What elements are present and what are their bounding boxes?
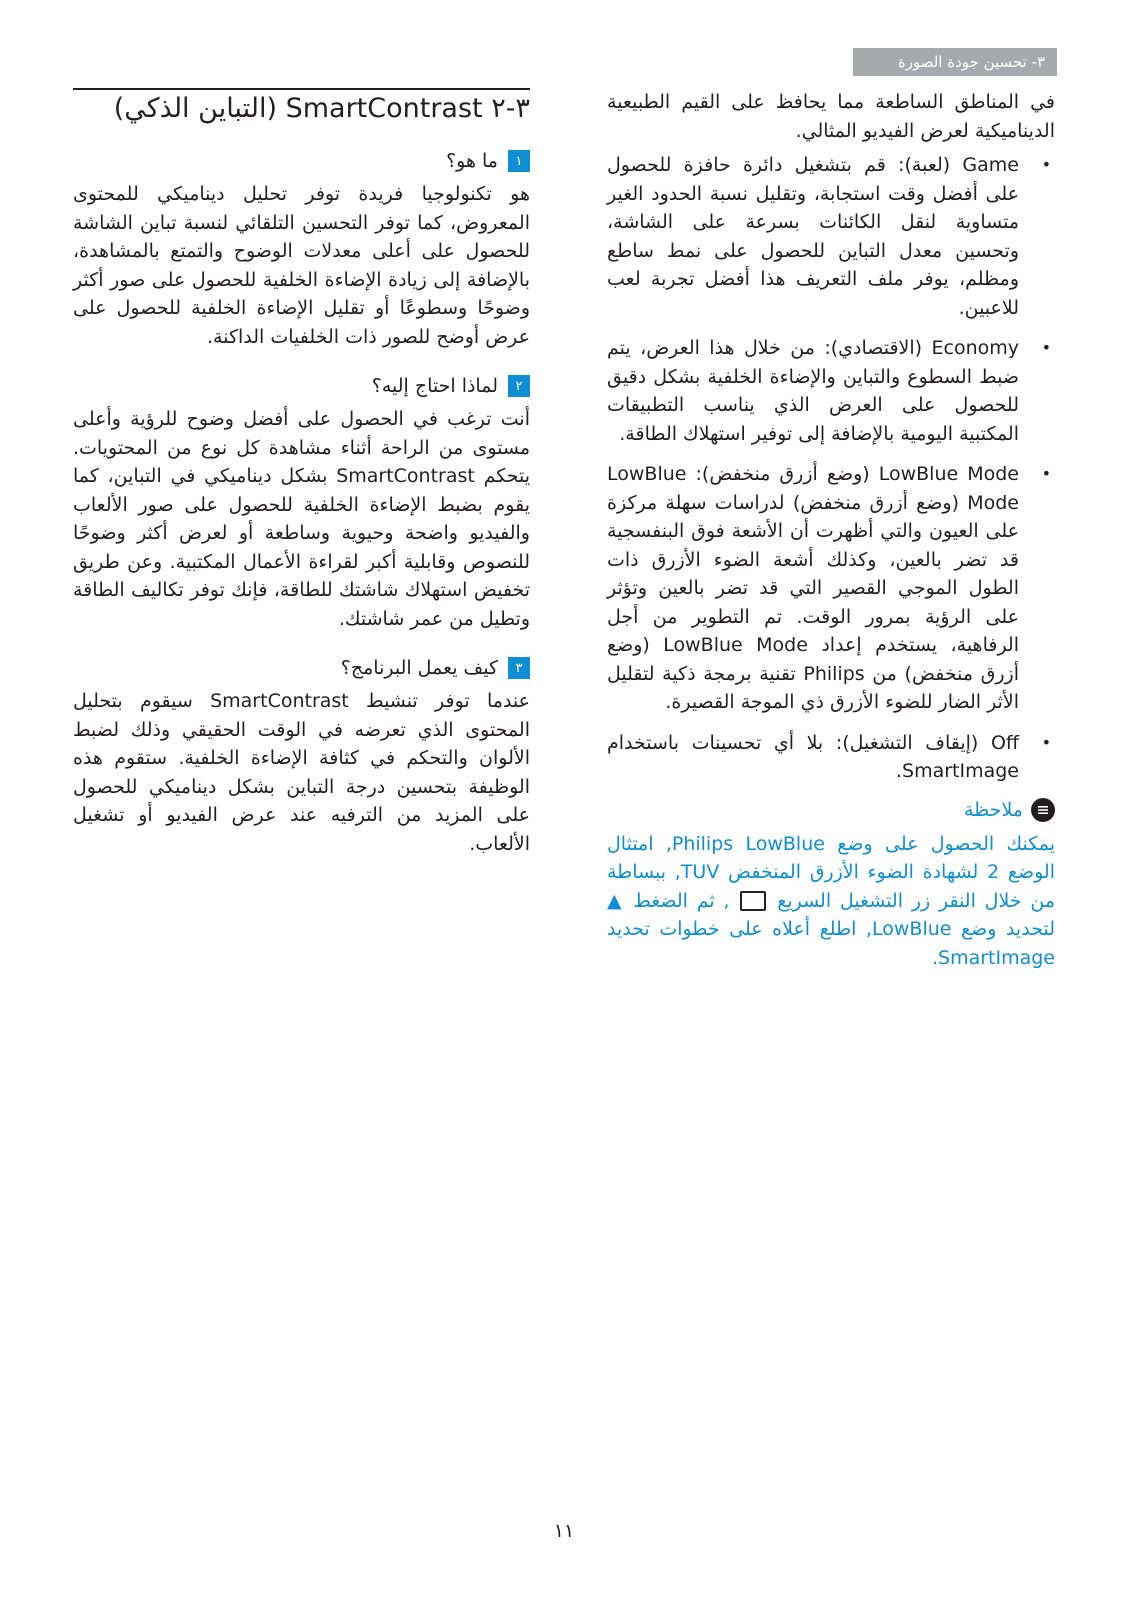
section-banner: ٣- تحسين جودة الصورة xyxy=(853,48,1057,76)
section-heading xyxy=(73,150,530,172)
section-body: أنت ترغب في الحصول على أفضل وضوح للرؤية وأعلى مستوى من الراحة أثناء مشاهدة كل نوع من المحتويات. يتحكم SmartContrast بشكل ديناميكي في التباين، كما يقوم بضبط الإضاءة الخلفية للحصول على صور الألعاب والفيديو واضحة وحيوية وساطعة أو لعرض أكثر وضوحًا للنصوص وقابلية أكبر لقراءة الأعمال المكتبية. وعن طريق تخفيض استهلاك شاشتك للطاقة، فإنك توفر تكاليف الطاقة وتطيل من عمر شاشتك. xyxy=(73,408,531,630)
list-item xyxy=(607,334,1055,448)
section-heading xyxy=(73,657,530,679)
bullet-icon: • xyxy=(1041,464,1051,483)
note-text-before-icon: يمكنك الحصول على وضع Philips LowBlue, امتثال الوضع 2 لشهادة الضوء الأزرق المنخفض TUV, ببساطة من خلال النقر زر التشغيل السريع xyxy=(607,832,1056,912)
list-item xyxy=(607,151,1055,322)
page-number: ١١ xyxy=(553,1520,575,1542)
note-text-after-icon: , ثم الضغط ▲ لتحديد وضع LowBlue, اطلع أعلاه على خطوات تحديد SmartImage. xyxy=(607,889,1055,969)
list-item-text: Off (إيقاف التشغيل): بلا أي تحسينات باستخدام SmartImage. xyxy=(607,731,1019,782)
note-body xyxy=(607,830,1055,973)
section-body: هو تكنولوجيا فريدة توفر تحليل ديناميكي للمحتوى المعروض، كما توفر التحسين التلقائي لنسبة تباين الشاشة للحصول على أعلى معدلات الوضوح والتمتع بالمشاهدة، بالإضافة إلى زيادة الإضاءة الخلفية للحصول على صور أكثر وضوحًا وسطوعًا أو تقليل الإضاءة الخلفية للحصول على عرض أوضح للصور ذات الخلفيات الداكنة. xyxy=(73,183,530,348)
left-column xyxy=(73,88,530,858)
intro-paragraph: في المناطق الساطعة مما يحافظ على القيم الطبيعية الديناميكية لعرض الفيديو المثالي. xyxy=(607,91,1055,142)
title-rule xyxy=(73,88,530,126)
section-title: لماذا احتاج إليه؟ xyxy=(371,375,498,397)
note-title: ملاحظة xyxy=(963,798,1023,821)
bullet-icon: • xyxy=(1041,732,1051,752)
section-number-badge: ٢ xyxy=(508,375,530,397)
list-item xyxy=(607,460,1055,717)
section-body: عندما توفر تنشيط SmartContrast سيقوم بتحليل المحتوى الذي تعرضه في الوقت الحقيقي وذلك لضبط الألوان والتحكم في كثافة الإضاءة الخلفية. ستقوم هذه الوظيفة بتحسين درجة التباين بشكل ديناميكي للحصول على المزيد من الترفيه عند عرض الفيديو أو تشغيل الألعاب. xyxy=(73,690,530,855)
section-title: كيف يعمل البرنامج؟ xyxy=(340,657,498,679)
quick-button-icon xyxy=(740,891,766,911)
page-title: ٣-٢ SmartContrast (التباين الذكي) xyxy=(113,93,530,124)
note-header xyxy=(607,798,1055,822)
right-column xyxy=(607,48,1055,972)
section-heading xyxy=(73,375,530,397)
mode-list xyxy=(607,151,1055,786)
list-item-text: Game (لعبة): قم بتشغيل دائرة حافزة للحصول على أفضل وقت استجابة، وتقليل نسبة الحدود الغير متساوية لنقل الكائنات بسرعة على الشاشة، وتحسين معدل التباين للحصول على نمط ساطع ومظلم، يوفر ملف التعريف هذا أفضل تجربة لعب للاعبين. xyxy=(607,154,1019,319)
list-item-text: Economy (الاقتصادي): من خلال هذا العرض، يتم ضبط السطوع والتباين والإضاءة الخلفية بشكل دقيق للحصول على العرض الذي يناسب التطبيقات المكتبية اليومية بالإضافة إلى توفير استهلاك الطاقة. xyxy=(607,337,1019,445)
section-number-badge: ١ xyxy=(508,150,530,172)
list-item xyxy=(607,729,1055,786)
section-number-badge: ٣ xyxy=(508,657,530,679)
section-title: ما هو؟ xyxy=(446,150,498,172)
bullet-icon: • xyxy=(1041,338,1051,357)
bullet-icon: • xyxy=(1041,155,1051,174)
list-item-text: LowBlue Mode (وضع أزرق منخفض): LowBlue Mode (وضع أزرق منخفض) لدراسات سهلة مركزة على العيون والتي أظهرت أن الأشعة فوق البنفسجية قد تضر بالعين، وكذلك أشعة الضوء الأزرق ذات الطول الموجي القصير التي قد تضر بالعين وتؤثر على الرؤية بمرور الوقت. تم التطوير من أجل الرفاهية، يستخدم إعداد LowBlue Mode (وضع أزرق منخفض) من Philips تقنية برمجة ذكية لتقليل الأثر الضار للضوء الأزرق ذي الموجة القصيرة. xyxy=(607,463,1019,713)
note-icon xyxy=(1031,798,1055,822)
